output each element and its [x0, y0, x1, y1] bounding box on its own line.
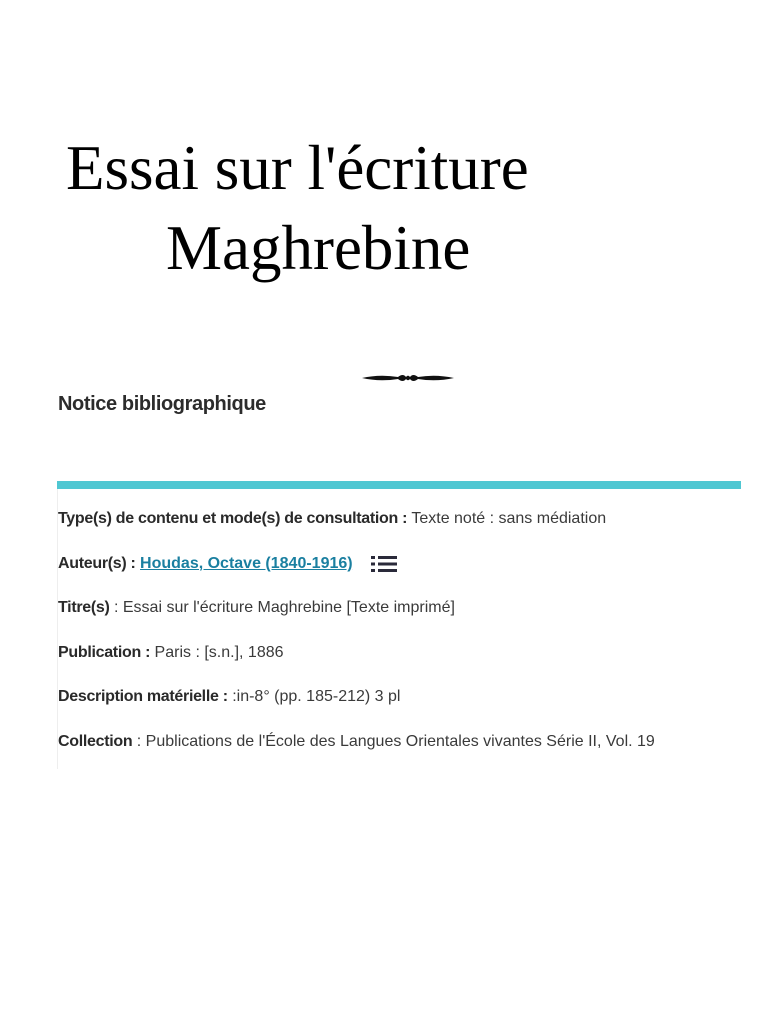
field-label: Titre(s) [58, 599, 110, 616]
field-label: Collection [58, 732, 133, 750]
field-label: Type(s) de contenu et mode(s) de consultation : [58, 510, 408, 527]
list-icon[interactable] [371, 555, 397, 573]
field-description [58, 688, 758, 733]
ornament-divider [360, 370, 456, 386]
field-title [58, 599, 758, 644]
field-value: Paris : [s.n.], 1886 [150, 643, 284, 661]
book-title-line1: Essai sur l'écriture [66, 133, 529, 203]
accent-divider [57, 481, 741, 489]
field-value: : Publications de l'École des Langues Orientales vivantes Série II, Vol. 19 [132, 732, 655, 750]
field-publication [58, 644, 758, 689]
field-content-type [58, 510, 758, 555]
field-collection [58, 733, 758, 778]
notice-heading: Notice bibliographique [58, 393, 266, 415]
book-title-line2: Maghrebine [166, 213, 471, 283]
field-label: Publication : [58, 643, 151, 661]
field-value: :in-8° (pp. 185-212) 3 pl [227, 688, 401, 705]
field-label: Description matérielle : [58, 688, 228, 705]
author-link[interactable]: Houdas, Octave (1840-1916) [140, 554, 353, 572]
field-author [58, 555, 758, 600]
field-label: Auteur(s) : [58, 554, 136, 572]
bibliographic-fields [58, 510, 758, 777]
field-value: Texte noté : sans médiation [407, 510, 607, 527]
field-value: : Essai sur l'écriture Maghrebine [Texte imprimé] [109, 599, 455, 616]
